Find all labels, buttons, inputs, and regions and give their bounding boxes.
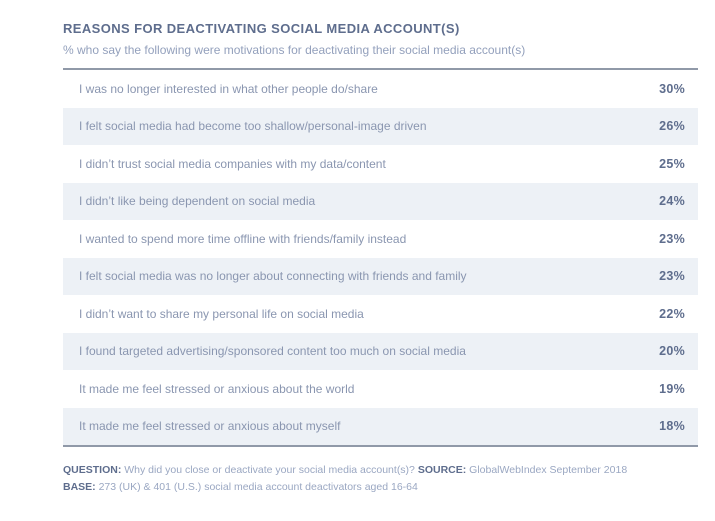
source-label: SOURCE:	[417, 464, 467, 476]
table-row	[63, 183, 698, 221]
footer-line-question-source	[63, 462, 698, 479]
row-value: 23%	[659, 231, 685, 246]
question-text: Why did you close or deactivate your social media account(s)?	[121, 464, 418, 476]
table-row	[63, 333, 698, 371]
row-label: It made me feel stressed or anxious about the world	[79, 381, 355, 396]
row-value: 19%	[659, 381, 685, 396]
footer-line-base	[63, 479, 698, 496]
table-row	[63, 145, 698, 183]
table-row	[63, 370, 698, 408]
base-text: 273 (UK) & 401 (U.S.) social media account deactivators aged 16-64	[95, 481, 418, 493]
row-value: 25%	[659, 156, 685, 171]
row-value: 18%	[659, 419, 685, 434]
row-value: 24%	[659, 194, 685, 209]
row-value: 30%	[659, 81, 685, 96]
page-title: REASONS FOR DEACTIVATING SOCIAL MEDIA ACCOUNT(S)	[63, 21, 460, 36]
table-row	[63, 295, 698, 333]
source-text: GlobalWebIndex September 2018	[466, 464, 628, 476]
table-row	[63, 258, 698, 296]
row-label: I felt social media had become too shallow/personal-image driven	[79, 119, 427, 134]
row-label: I felt social media was no longer about connecting with friends and family	[79, 269, 467, 284]
row-label: I wanted to spend more time offline with friends/family instead	[79, 231, 407, 246]
row-label: It made me feel stressed or anxious about myself	[79, 419, 341, 434]
row-label: I didn’t want to share my personal life on social media	[79, 306, 364, 321]
table-row	[63, 220, 698, 258]
row-label: I didn’t like being dependent on social media	[79, 194, 316, 209]
reasons-table	[63, 68, 698, 447]
question-label: QUESTION:	[63, 464, 122, 476]
page-subtitle: % who say the following were motivations for deactivating their social media account(s)	[63, 43, 526, 57]
table-row	[63, 408, 698, 446]
table-row	[63, 108, 698, 146]
row-value: 20%	[659, 344, 685, 359]
row-label: I was no longer interested in what other people do/share	[79, 81, 378, 96]
row-value: 22%	[659, 306, 685, 321]
row-label: I found targeted advertising/sponsored content too much on social media	[79, 344, 466, 359]
row-label: I didn’t trust social media companies with my data/content	[79, 156, 386, 171]
table-row	[63, 70, 698, 108]
base-label: BASE:	[63, 481, 96, 493]
footer-note	[63, 462, 698, 496]
row-value: 23%	[659, 269, 685, 284]
chart-panel	[63, 0, 698, 496]
row-value: 26%	[659, 119, 685, 134]
